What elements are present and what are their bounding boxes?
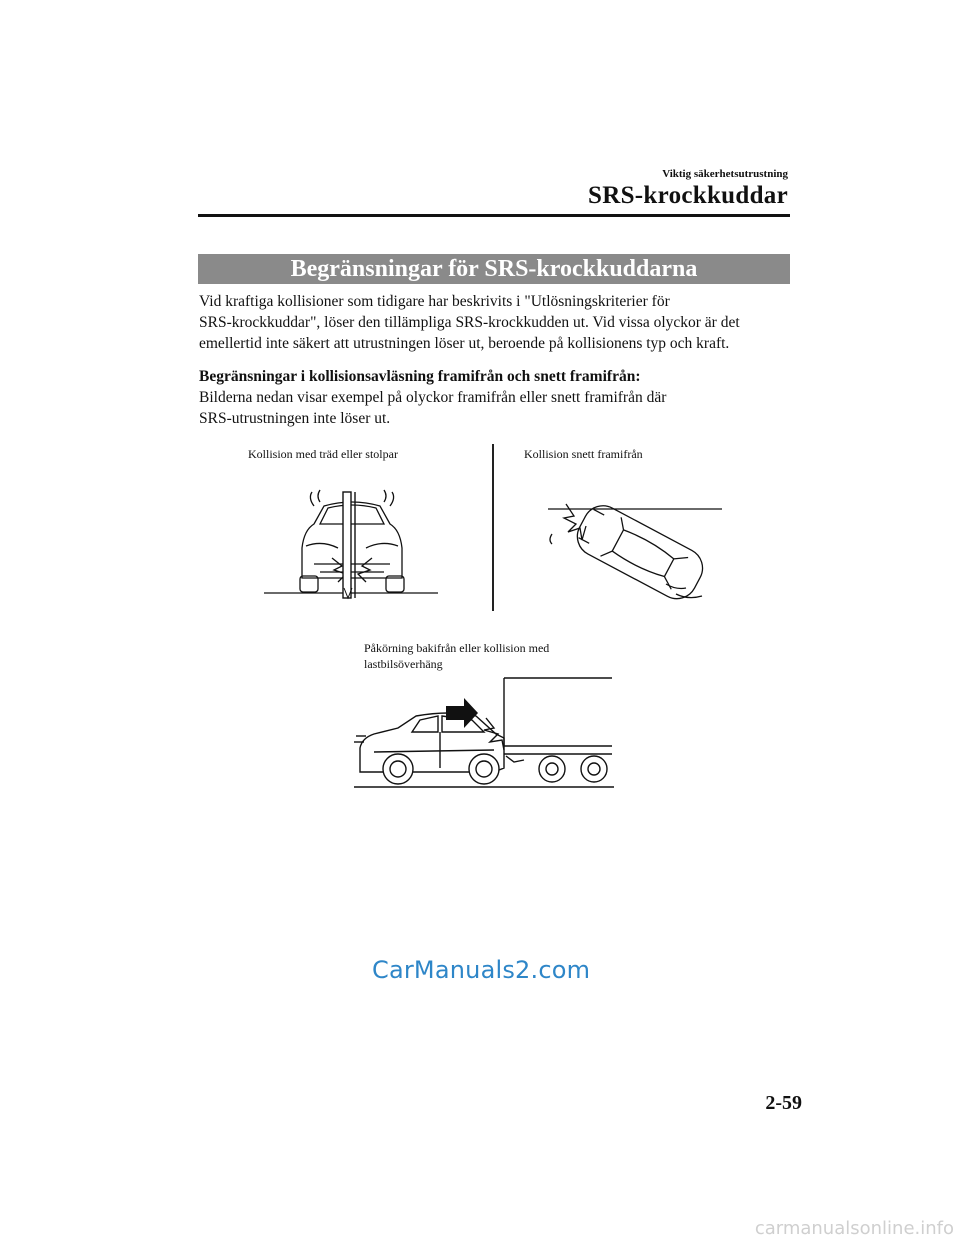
footer-watermark: carmanualsonline.info	[754, 1218, 954, 1239]
subheading: Begränsningar i kollisionsavläsning framifrån och snett framifrån:	[199, 368, 641, 385]
header-rule	[198, 214, 790, 217]
chapter-title: SRS-krockkuddar	[588, 182, 788, 209]
caption-underride	[364, 640, 594, 672]
sub-paragraph	[199, 387, 789, 429]
pole-collision-illustration	[262, 488, 442, 600]
sub-line: Bilderna nedan visar exempel på olyckor framifrån eller snett framifrån där	[199, 389, 667, 406]
figure-divider	[492, 444, 494, 611]
caption-oblique-collision: Kollision snett framifrån	[524, 447, 643, 461]
intro-paragraph	[199, 291, 789, 354]
caption-line: lastbilsöverhäng	[364, 657, 443, 671]
sub-line: SRS-utrustningen inte löser ut.	[199, 410, 391, 427]
page-number: 2-59	[765, 1092, 802, 1114]
intro-line: Vid kraftiga kollisioner som tidigare har beskrivits i "Utlösningskriterier för	[199, 293, 670, 310]
direction-arrow	[446, 698, 478, 728]
caption-pole-collision: Kollision med träd eller stolpar	[248, 447, 398, 461]
section-heading: Begränsningar för SRS-krockkuddarna	[198, 254, 790, 284]
section-label: Viktig säkerhetsutrustning	[662, 168, 788, 180]
oblique-collision-illustration	[546, 494, 726, 604]
caption-line: Påkörning bakifrån eller kollision med	[364, 641, 550, 655]
intro-line: SRS-krockkuddar", löser den tillämpliga SRS-krockkudden ut. Vid vissa olyckor är det	[199, 314, 740, 331]
watermark-logo: CarManuals2.com	[372, 956, 591, 984]
truck-underride-illustration	[354, 676, 616, 790]
intro-line: emellertid inte säkert att utrustningen löser ut, beroende på kollisionens typ och kraft.	[199, 335, 730, 352]
